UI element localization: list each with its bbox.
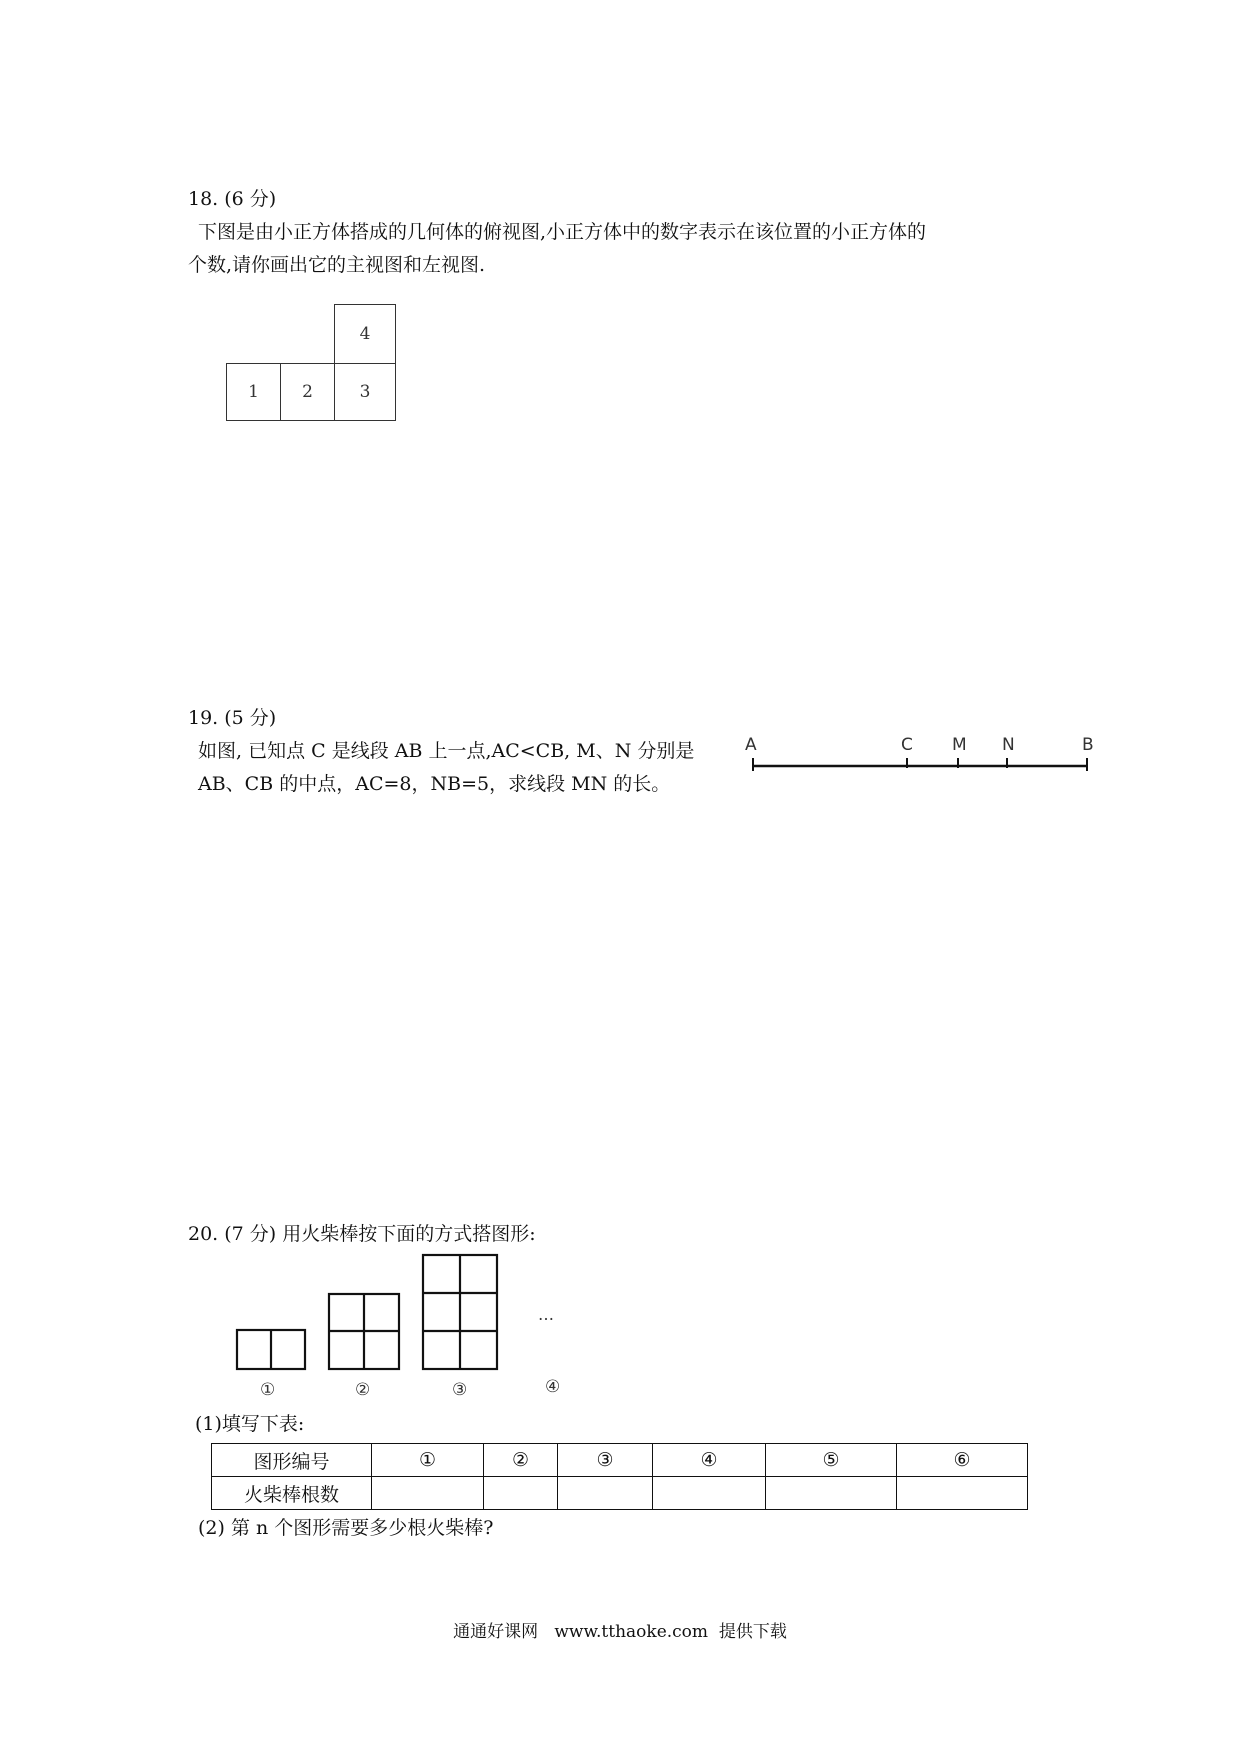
q18-cell-top <box>334 304 396 364</box>
label-m: M <box>952 735 967 755</box>
q18-text-line1: 下图是由小正方体搭成的几何体的俯视图,小正方体中的数字表示在该位置的小正方体的 <box>198 221 927 243</box>
q20-matchstick-figures <box>230 1250 570 1400</box>
figure-label-4: ④ <box>545 1377 561 1397</box>
label-c: C <box>901 735 913 755</box>
table-answer-cell[interactable] <box>484 1477 558 1510</box>
label-a: A <box>745 735 757 755</box>
figure-label-1: ① <box>260 1380 276 1400</box>
q18-cell-top-number: 4 <box>359 324 371 344</box>
table-row <box>212 1477 1028 1510</box>
q19-heading: 19. (5 分) <box>188 707 277 729</box>
table-answer-cell[interactable] <box>372 1477 484 1510</box>
table-row-label: 火柴棒根数 <box>212 1477 372 1510</box>
q19-text-line2: AB、CB 的中点，AC=8，NB=5，求线段 MN 的长。 <box>198 773 671 795</box>
figure-1 <box>237 1330 305 1369</box>
page-footer: 通通好课网 www.tthaoke.com 提供下载 <box>453 1622 787 1642</box>
q18-heading: 18. (6 分) <box>188 188 277 210</box>
q18-cell-middle <box>280 363 335 421</box>
table-header-cell: ⑤ <box>766 1444 897 1477</box>
q18-cell-middle-number: 2 <box>302 382 313 402</box>
label-n: N <box>1002 735 1015 755</box>
label-b: B <box>1082 735 1094 755</box>
table-answer-cell[interactable] <box>897 1477 1028 1510</box>
q18-text-line2: 个数,请你画出它的主视图和左视图. <box>188 254 486 276</box>
q19-text-line1: 如图, 已知点 C 是线段 AB 上一点,AC<CB, M、N 分别是 <box>198 740 695 762</box>
figure-3 <box>423 1255 497 1369</box>
q20-heading: 20. (7 分) 用火柴棒按下面的方式搭图形: <box>188 1223 536 1245</box>
q18-cell-left-number: 1 <box>248 382 259 402</box>
q18-cell-left <box>226 363 281 421</box>
table-header-cell: ③ <box>558 1444 653 1477</box>
table-answer-cell[interactable] <box>766 1477 897 1510</box>
table-header-cell: ② <box>484 1444 558 1477</box>
q20-part2: (2) 第 n 个图形需要多少根火柴棒? <box>198 1517 494 1539</box>
figure-label-2: ② <box>355 1380 371 1400</box>
table-answer-cell[interactable] <box>558 1477 653 1510</box>
q18-cell-right-number: 3 <box>359 382 371 402</box>
table-header-cell: 图形编号 <box>212 1444 372 1477</box>
table-answer-cell[interactable] <box>653 1477 766 1510</box>
table-row <box>212 1444 1028 1477</box>
q19-segment-diagram <box>740 730 1100 780</box>
table-header-cell: ⑥ <box>897 1444 1028 1477</box>
table-header-cell: ① <box>372 1444 484 1477</box>
figure-label-3: ③ <box>452 1380 468 1400</box>
figure-ellipsis: … <box>538 1305 554 1324</box>
q20-fill-table <box>211 1443 1028 1510</box>
table-header-cell: ④ <box>653 1444 766 1477</box>
q20-part1: (1)填写下表: <box>195 1413 305 1435</box>
figure-2 <box>329 1294 399 1369</box>
q18-cell-right <box>334 363 396 421</box>
